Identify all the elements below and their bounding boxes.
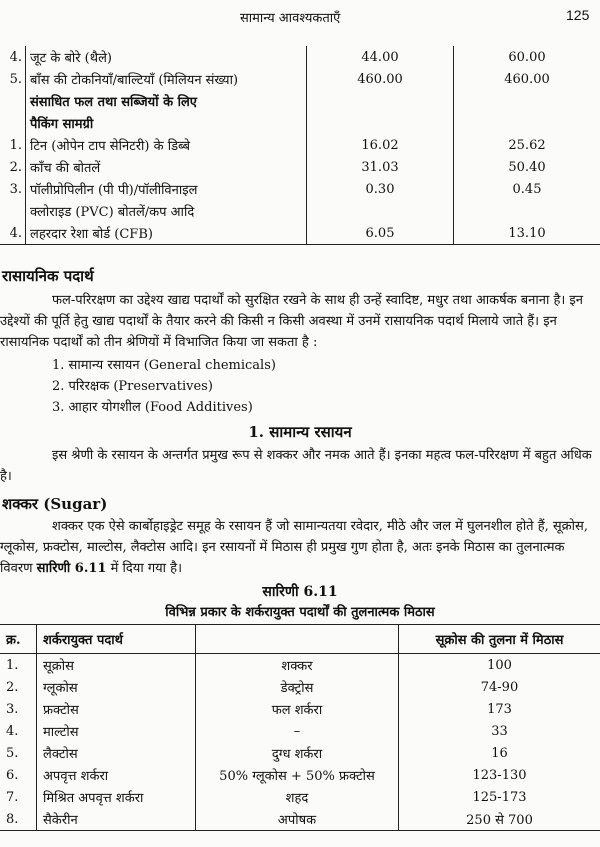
col-header-sweetness: सूक्रोस की तुलना में मिठास xyxy=(399,625,600,654)
row-other-name: शहद xyxy=(196,786,399,808)
list-item: 1. सामान्य रसायन (General chemicals) xyxy=(52,358,276,373)
chemicals-paragraph: फल-परिरक्षण का उद्देश्य खाद्य पदार्थों को सुरक्षित रखने के साथ ही उन्हें स्वादिष्ट, मधुर तथा आकर्षक बनाना है। इन उद्देश्यों की पूर्ति हेतु खाद्य पदार्थों के तैयार करने की किसी न किसी अवस्था में उनमें रासायनिक पदार्थ मिलाये जाते हैं। इन रासायनिक पदार्थों को तीन श्रेणियों में विभाजित किया जा सकता है : xyxy=(0,293,584,350)
table-row xyxy=(0,200,600,222)
row-sweetness: 16 xyxy=(491,745,508,761)
row-value-2 xyxy=(454,112,600,134)
row-other-name: 50% ग्लूकोस + 50% फ्रक्टोस xyxy=(196,764,399,786)
row-number: 3. xyxy=(0,178,26,200)
row-substance: सैकेरीन xyxy=(37,808,196,831)
row-value-2: 460.00 xyxy=(504,71,550,87)
row-other-name: डेक्ट्रोस xyxy=(196,676,399,698)
table-header-row xyxy=(0,625,600,654)
row-value-1: 44.00 xyxy=(307,46,454,68)
general-chemicals-paragraph: इस श्रेणी के रसायन के अन्तर्गत प्रमुख रूप से शक्कर और नमक आते हैं। इनका महत्व फल-परिरक्षण में बहुत अधिक है। xyxy=(0,448,592,484)
table-row xyxy=(0,112,600,134)
table-row xyxy=(0,698,600,720)
row-item: काँच की बोतलें xyxy=(30,161,101,176)
row-number xyxy=(0,112,26,134)
table-row xyxy=(0,68,600,90)
row-number: 2. xyxy=(0,156,26,178)
table-row xyxy=(0,222,600,245)
row-value-2: 13.10 xyxy=(454,222,600,245)
running-header xyxy=(0,4,600,28)
table-row xyxy=(0,808,600,831)
row-number: 4. xyxy=(0,720,37,742)
table-row xyxy=(0,720,600,742)
table-row xyxy=(0,134,600,156)
row-item: बाँस की टोकनियाँ/बाल्टियाँ (मिलियन संख्या) xyxy=(30,73,239,88)
row-number: 3. xyxy=(0,698,37,720)
running-title: सामान्य आवश्यकताएँ xyxy=(240,11,341,26)
row-other-name: – xyxy=(196,720,399,742)
row-item: संसाधित फल तथा सब्जियों के लिए xyxy=(30,95,197,110)
row-substance: सूक्रोस xyxy=(37,654,196,677)
row-value-2: 60.00 xyxy=(508,49,546,65)
row-number: 2. xyxy=(0,676,37,698)
table-row xyxy=(0,654,600,677)
table-row xyxy=(0,764,600,786)
table-row xyxy=(0,786,600,808)
row-other-name: शक्कर xyxy=(196,654,399,677)
row-number xyxy=(0,90,26,112)
col-header-no: क्र. xyxy=(0,625,37,654)
row-substance: फ्रक्टोस xyxy=(37,698,196,720)
row-number: 8. xyxy=(0,808,37,831)
table-row xyxy=(0,742,600,764)
row-other-name: फल शर्करा xyxy=(196,698,399,720)
table-row xyxy=(0,90,600,112)
row-number: 5. xyxy=(0,742,37,764)
row-other-name: दुग्ध शर्करा xyxy=(196,742,399,764)
row-substance: माल्टोस xyxy=(37,720,196,742)
row-sweetness: 123-130 xyxy=(472,767,527,783)
row-substance: अपवृत्त शर्करा xyxy=(37,764,196,786)
row-value-2: 50.40 xyxy=(508,159,546,175)
row-sweetness: 100 xyxy=(487,657,512,673)
row-value-1: 0.30 xyxy=(307,178,454,200)
row-value-1 xyxy=(307,90,454,112)
row-value-2: 0.45 xyxy=(512,181,542,197)
row-number: 6. xyxy=(0,764,37,786)
table-row xyxy=(0,46,600,68)
section-heading-sugar: शक्कर (Sugar) xyxy=(2,495,108,513)
row-number: 4. xyxy=(0,222,26,245)
row-value-1: 6.05 xyxy=(307,222,454,245)
row-value-1: 460.00 xyxy=(307,68,454,90)
col-header-other xyxy=(196,625,399,654)
row-number xyxy=(0,200,26,222)
row-value-2: 25.62 xyxy=(508,137,546,153)
row-value-2 xyxy=(454,200,600,222)
sugar-paragraph: शक्कर एक ऐसे कार्बोहाइड्रेट समूह के रसायन हैं जो सामान्यतया रवेदार, मीठे और जल में घुलनशील होते हैं, सूक्रोस, ग्लूकोस, फ्रक्टोस, माल्टोस, लैक्टोस आदि। इन रसायनों में मिठास ही प्रमुख गुण होता है, अतः इनके मिठास का तुलनात्मक विवरण सारिणी 6.11 में दिया गया है। xyxy=(0,519,588,576)
table-row xyxy=(0,156,600,178)
row-number: 7. xyxy=(0,786,37,808)
row-item: लहरदार रेशा बोर्ड (CFB) xyxy=(26,222,307,245)
list-item: 2. परिरक्षक (Preservatives) xyxy=(52,379,213,394)
row-substance: लैक्टोस xyxy=(37,742,196,764)
row-item: टिन (ओपेन टाप सेनिटरी) के डिब्बे xyxy=(30,139,191,154)
row-sweetness: 250 से 700 xyxy=(399,808,600,831)
page-number: 125 xyxy=(566,7,590,23)
section-heading-chemicals: रासायनिक पदार्थ xyxy=(2,267,94,285)
row-value-1 xyxy=(307,200,454,222)
row-substance: मिश्रित अपवृत्त शर्करा xyxy=(37,786,196,808)
row-item: पॉलीप्रोपिलीन (पी पी)/पॉलीविनाइल xyxy=(30,183,198,198)
row-number: 4. xyxy=(0,46,26,68)
row-item: जूट के बोरे (थैले) xyxy=(30,51,112,66)
row-number: 5. xyxy=(0,68,26,90)
row-other-name: अपोषक xyxy=(196,808,399,831)
row-value-1: 16.02 xyxy=(307,134,454,156)
row-value-1 xyxy=(307,112,454,134)
table-label: सारिणी 6.11 xyxy=(262,584,338,600)
table-reference: सारिणी 6.11 xyxy=(36,561,107,576)
list-item: 3. आहार योगशील (Food Additives) xyxy=(52,400,253,415)
table-caption: विभिन्न प्रकार के शर्करायुक्त पदार्थों की तुलनात्मक मिठास xyxy=(165,605,435,620)
row-value-1: 31.03 xyxy=(307,156,454,178)
row-sweetness: 125-173 xyxy=(472,789,527,805)
table-row xyxy=(0,178,600,200)
row-substance: ग्लूकोस xyxy=(37,676,196,698)
row-sweetness: 74-90 xyxy=(480,679,519,695)
row-sweetness: 33 xyxy=(491,723,508,739)
row-item: क्लोराइड (PVC) बोतलें/कप आदि xyxy=(30,205,195,220)
table-row xyxy=(0,676,600,698)
row-value-2 xyxy=(454,90,600,112)
row-number: 1. xyxy=(0,134,26,156)
row-sweetness: 173 xyxy=(487,701,512,717)
packaging-table xyxy=(0,46,600,245)
row-number: 1. xyxy=(0,654,37,677)
sweetness-table xyxy=(0,624,600,831)
row-item: पैकिंग सामग्री xyxy=(30,117,94,132)
section-heading-general-chemicals: 1. सामान्य रसायन xyxy=(248,423,352,441)
col-header-substance: शर्करायुक्त पदार्थ xyxy=(37,625,196,654)
